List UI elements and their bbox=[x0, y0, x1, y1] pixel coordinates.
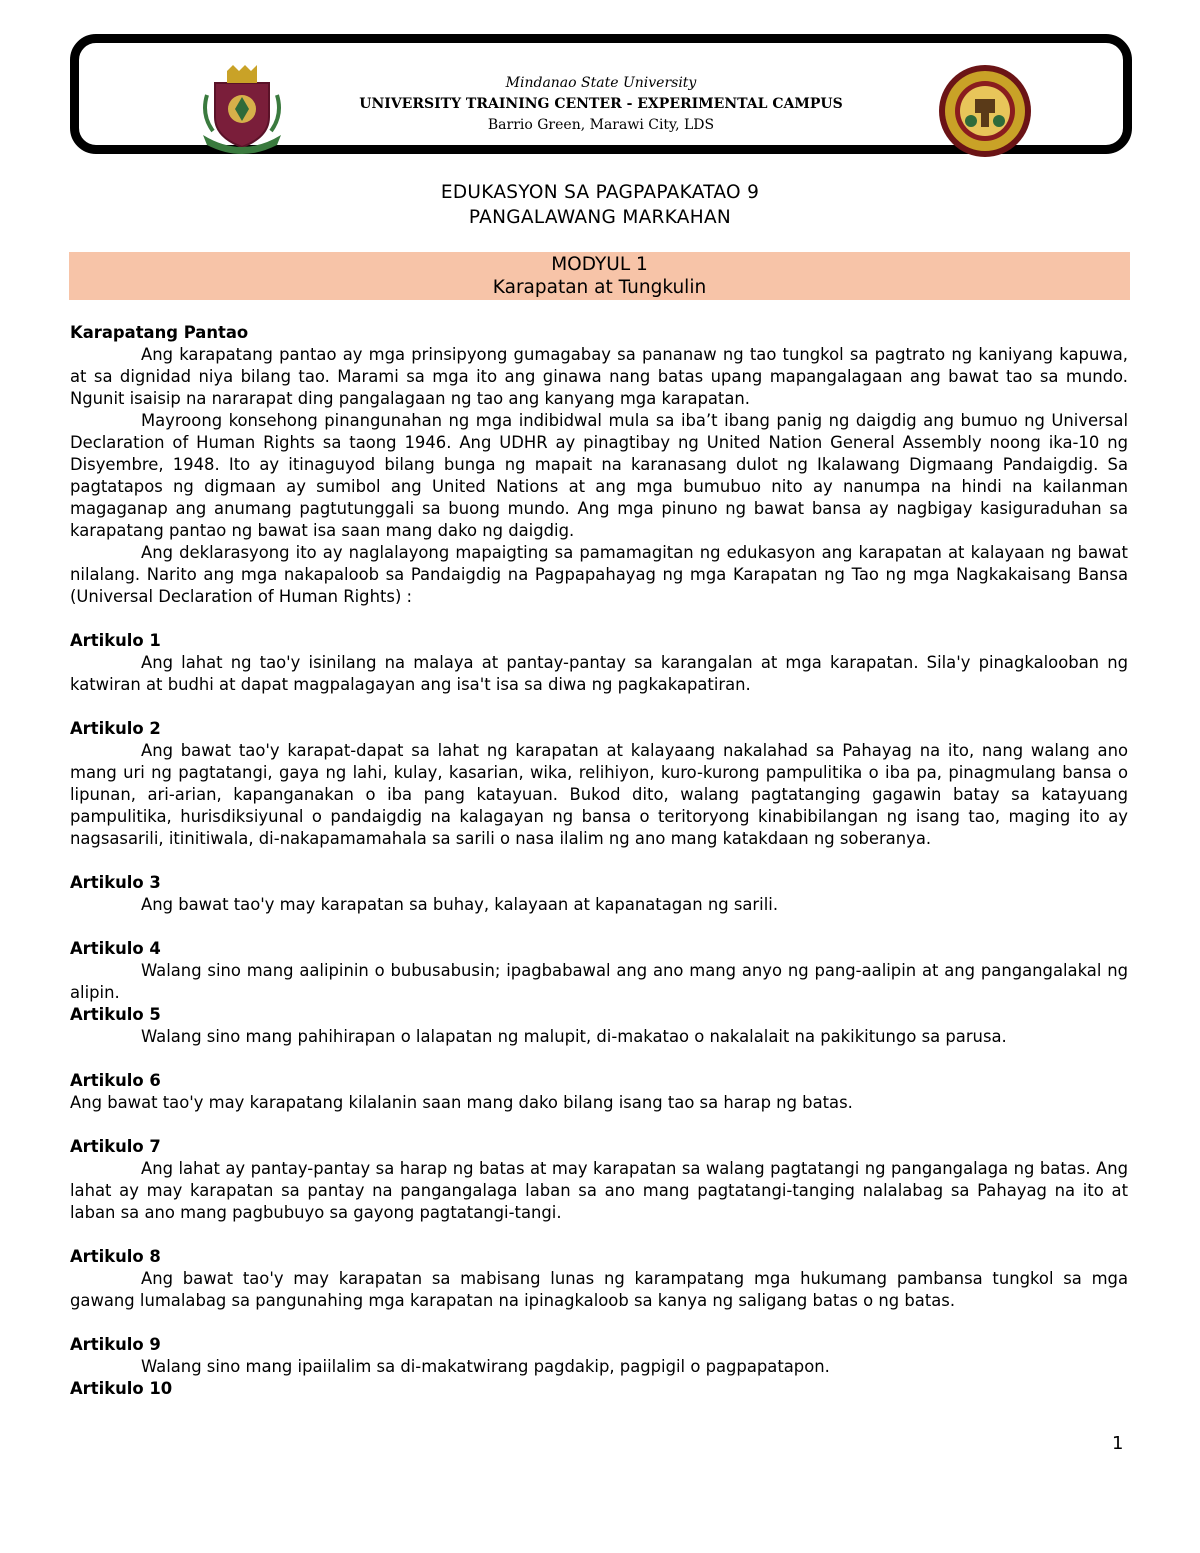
article-heading: Artikulo 3 bbox=[70, 873, 161, 892]
article-text: Ang bawat tao'y karapat-dapat sa lahat ng karapatan at kalayaang nakalahad sa Pahayag na ito, nang walang ano mang uri ng pagtatangi, gaya ng lahi, kulay, kasarian, wika, relihiyon, kuro-kurong pampulitika o iba pa, pinagmulang bansa o lipunan, ari-arian, kapanganakan o iba pang katayuan. Bukod dito, walang pagtatanging gagawin batay sa katayuang pampulitika, hurisdiksiyunal o pandaigdig na kalagayan ng bansa o teritoryong kinabibilangan ng isang tao, maging ito ay nagsasarili, itinitiwala, di-nakapamamahala sa sarili o nasa ilalim ng ano mang katakdaan ng soberanya. bbox=[70, 741, 1128, 848]
article-heading: Artikulo 4 bbox=[70, 939, 161, 958]
module-name: Karapatan at Tungkulin bbox=[492, 277, 707, 298]
module-number: MODYUL 1 bbox=[551, 254, 648, 275]
letterhead-frame bbox=[70, 34, 1132, 154]
intro-paragraph: Mayroong konsehong pinangunahan ng mga indibidwal mula sa iba’t ibang panig ng daigdig ang bumuo ng Universal Declaration of Human Rights sa taong 1946. Ang UDHR ay pinagtibay ng United Nation General Assembly noong ika-10 ng Disyembre, 1948. Ito ay itinaguyod bilang bunga ng mapait na karanasang dulot ng Ikalawang Digmaang Pandaigdig. Sa pagtatapos ng digmaan ay sumibol ang United Nations at ang mga bumubuo nito ay nanumpa na hindi na kailanman magaganap ang anumang pagtutunggali sa buong mundo. Ang mga pinuno ng bawat bansa ay nagbigay kasiguraduhan sa karapatang pantao ng bawat isa saan mang dako ng daigdig. bbox=[70, 411, 1128, 540]
article-text: Walang sino mang pahihirapan o lalapatan ng malupit, di-makatao o nakalalait na pakikitungo sa parusa. bbox=[141, 1027, 1007, 1046]
article-heading: Artikulo 1 bbox=[70, 631, 161, 650]
university-name: Mindanao State University bbox=[505, 75, 697, 91]
module-content bbox=[70, 322, 1128, 1400]
intro-paragraph: Ang deklarasyong ito ay naglalayong mapaigting sa pamamagitan ng edukasyon ang karapatan at kalayaan ng bawat nilalang. Narito ang mga nakapaloob sa Pandaigdig na Pagpapahayag ng mga Karapatan ng Tao ng mga Nagkakaisang Bansa (Universal Declaration of Human Rights) : bbox=[70, 543, 1128, 606]
quarter-name: PANGALAWANG MARKAHAN bbox=[468, 207, 732, 228]
subject-title bbox=[70, 180, 1130, 230]
article-text: Walang sino mang ipaiilalim sa di-makatwirang pagdakip, pagpigil o pagpapatapon. bbox=[141, 1357, 830, 1376]
article-heading: Artikulo 10 bbox=[70, 1379, 173, 1398]
training-center-seal-logo bbox=[937, 63, 1033, 159]
article-text: Ang lahat ng tao'y isinilang na malaya at pantay-pantay sa karangalan at mga karapatan. Sila'y pinagkalooban ng katwiran at budhi at dapat magpalagayan ang isa't isa sa diwa ng pagkakapatiran. bbox=[70, 653, 1128, 694]
campus-name: UNIVERSITY TRAINING CENTER - EXPERIMENTAL CAMPUS bbox=[359, 96, 843, 112]
article-heading: Artikulo 6 bbox=[70, 1071, 161, 1090]
article-text: Ang bawat tao'y may karapatang kilalanin saan mang dako bilang isang tao sa harap ng batas. bbox=[70, 1093, 853, 1112]
subject-name: EDUKASYON SA PAGPAPAKATAO 9 bbox=[440, 182, 760, 203]
article-heading: Artikulo 2 bbox=[70, 719, 161, 738]
article-heading: Artikulo 8 bbox=[70, 1247, 161, 1266]
article-text: Ang bawat tao'y may karapatan sa buhay, kalayaan at kapanatagan ng sarili. bbox=[141, 895, 779, 914]
letterhead-text bbox=[319, 73, 883, 136]
article-text: Ang bawat tao'y may karapatan sa mabisang lunas ng karampatang mga hukumang pambansa tungkol sa mga gawang lumalabag sa pangunahing mga karapatan na ipinagkaloob sa kanya ng saligang batas o ng batas. bbox=[70, 1269, 1128, 1310]
module-banner bbox=[69, 252, 1130, 300]
article-heading: Artikulo 9 bbox=[70, 1335, 161, 1354]
article-text: Ang lahat ay pantay-pantay sa harap ng batas at may karapatan sa walang pagtatangi ng pangangalaga ng batas. Ang lahat ay may karapatan sa pantay na pangangalaga laban sa ano mang pagtatangi-tanging nalalabag sa Pahayag na ito at laban sa ano mang pagbubuyo sa gayong pagtatangi-tangi. bbox=[70, 1159, 1128, 1222]
campus-address: Barrio Green, Marawi City, LDS bbox=[487, 117, 715, 133]
article-heading: Artikulo 5 bbox=[70, 1005, 161, 1024]
intro-paragraph: Ang karapatang pantao ay mga prinsipyong gumagabay sa pananaw ng tao tungkol sa pagtrato ng kaniyang kapuwa, at sa dignidad niya bilang tao. Marami sa mga ito ang ginawa nang batas upang mapangalagaan ang bawat tao sa mundo. Ngunit isaisip na nararapat ding pangalagaan ng tao ang kanyang mga karapatan. bbox=[70, 345, 1128, 408]
section-heading: Karapatang Pantao bbox=[70, 323, 249, 342]
article-text: Walang sino mang aalipinin o bubusabusin; ipagbabawal ang ano mang anyo ng pang-aalipin at ang pangangalakal ng alipin. bbox=[70, 961, 1128, 1002]
page-number: 1 bbox=[1112, 1433, 1124, 1454]
university-crest-logo bbox=[197, 65, 287, 155]
article-heading: Artikulo 7 bbox=[70, 1137, 161, 1156]
